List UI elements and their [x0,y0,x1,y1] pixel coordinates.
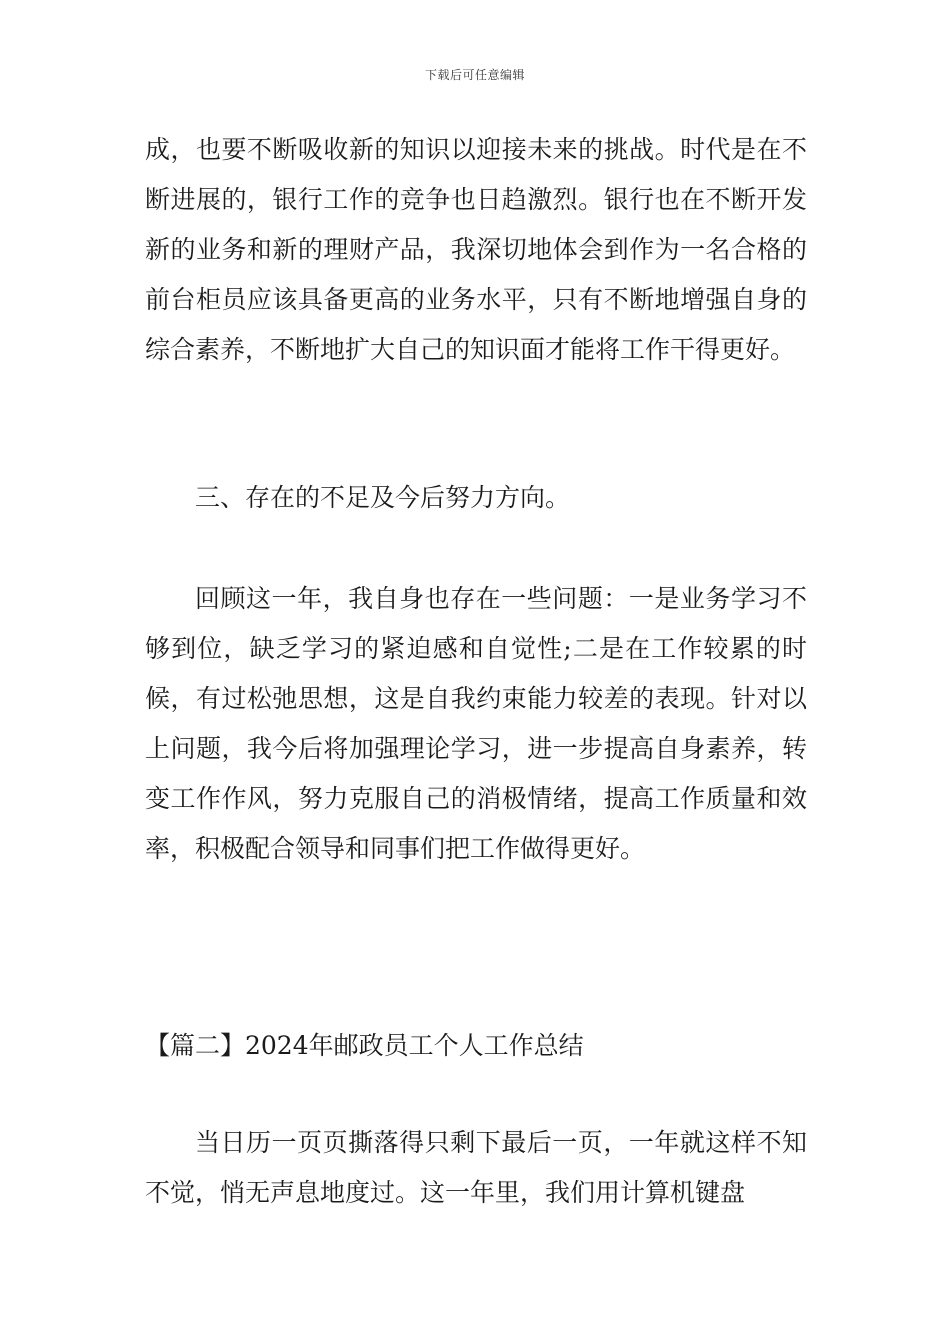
article-title: 【篇二】2024年邮政员工个人工作总结 [145,1031,584,1060]
body-paragraph: 成，也要不断吸收新的知识以迎接未来的挑战。时代是在不断进展的，银行工作的竞争也日趋激烈。银行也在不断开发新的业务和新的理财产品，我深切地体会到作为一名合格的前台柜员应该具备更高的业务水平，只有不断地增强自身的综合素养，不断地扩大自己的知识面才能将工作干得更好。 [145,135,807,364]
section-heading: 三、存在的不足及今后努力方向。 [195,483,571,512]
page-header-note: 下载后可任意编辑 [424,68,525,82]
body-paragraph: 当日历一页页撕落得只剩下最后一页，一年就这样不知不觉，悄无声息地度过。这一年里，我们用计算机键盘 [145,1128,807,1207]
body-paragraph: 回顾这一年，我自身也存在一些问题：一是业务学习不够到位，缺乏学习的紧迫感和自觉性;二是在工作较累的时候，有过松弛思想，这是自我约束能力较差的表现。针对以上问题，我今后将加强理论学习，进一步提高自身素养，转变工作作风，努力克服自己的消极情绪，提高工作质量和效率，积极配合领导和同事们把工作做得更好。 [145,584,807,863]
